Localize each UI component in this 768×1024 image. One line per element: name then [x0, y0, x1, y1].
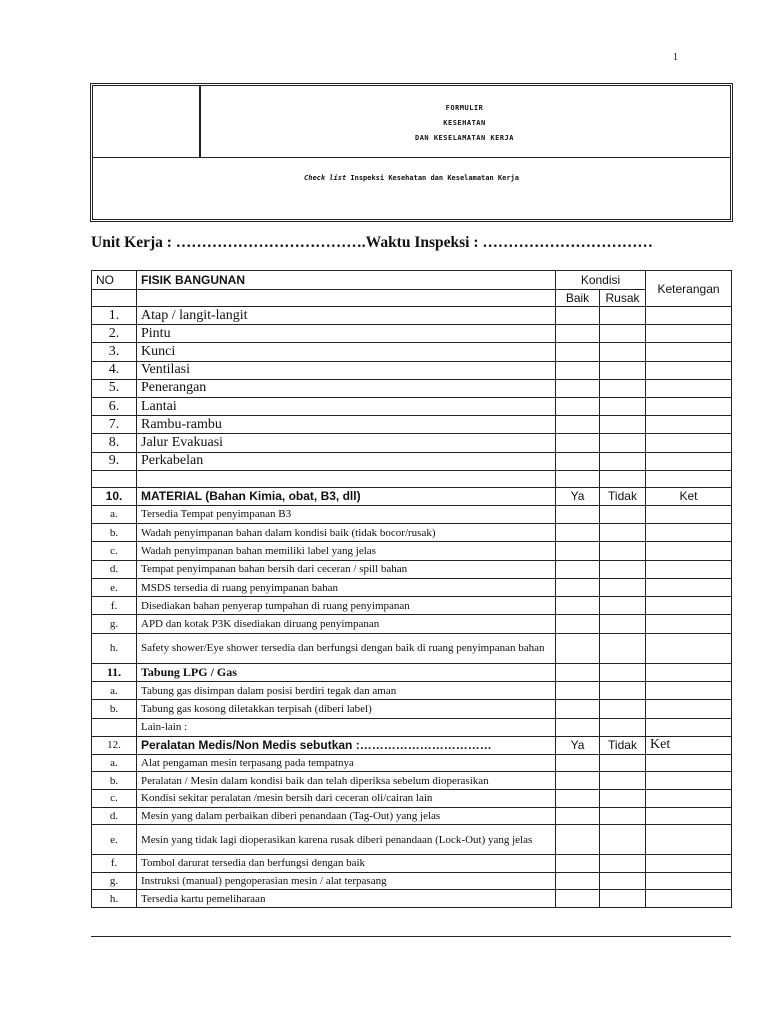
- item-label: Tersedia kartu pemeliharaan: [137, 890, 556, 908]
- tidak-cell[interactable]: [600, 789, 646, 807]
- baik-cell[interactable]: [556, 416, 600, 434]
- item-label: Tombol darurat tersedia dan berfungsi dengan baik: [137, 855, 556, 873]
- empty-cell: [92, 718, 137, 736]
- item-label: Ventilasi: [137, 361, 556, 379]
- item-letter: e.: [92, 825, 137, 855]
- keterangan-cell[interactable]: [646, 343, 732, 361]
- col-kondisi-header: Kondisi: [556, 271, 646, 290]
- rusak-cell[interactable]: [600, 434, 646, 452]
- tidak-cell[interactable]: [600, 700, 646, 719]
- item-label: Safety shower/Eye shower tersedia dan berfungsi dengan baik di ruang penyimpanan bahan: [137, 633, 556, 663]
- material-row: [92, 578, 732, 596]
- item-number: 6.: [92, 397, 137, 415]
- fisik-row: [92, 397, 732, 415]
- ket-cell[interactable]: [646, 718, 732, 736]
- ya-cell[interactable]: [556, 681, 600, 700]
- ya-cell[interactable]: [556, 772, 600, 790]
- baik-cell[interactable]: [556, 325, 600, 343]
- ket-cell[interactable]: [646, 560, 732, 578]
- item-label: Peralatan / Mesin dalam kondisi baik dan telah diperiksa sebelum dioperasikan: [137, 772, 556, 790]
- tidak-cell[interactable]: [600, 825, 646, 855]
- peralatan-row: [92, 872, 732, 890]
- ya-cell[interactable]: [556, 718, 600, 736]
- section-10-header-row: [92, 487, 732, 505]
- form-header: [90, 83, 733, 222]
- title-line-3: DAN KESELAMATAN KERJA: [414, 134, 514, 142]
- ya-cell[interactable]: [556, 855, 600, 873]
- rusak-cell[interactable]: [600, 343, 646, 361]
- ket-cell[interactable]: [646, 578, 732, 596]
- title-line-1: FORMULIR: [445, 104, 484, 112]
- fisik-row: [92, 307, 732, 325]
- rusak-cell[interactable]: [600, 397, 646, 415]
- ya-cell[interactable]: [556, 754, 600, 772]
- material-row: [92, 597, 732, 615]
- item-label: Atap / langit-langit: [137, 307, 556, 325]
- ket-cell[interactable]: [646, 523, 732, 541]
- col-keterangan-header: Keterangan: [646, 271, 732, 307]
- item-letter: h.: [92, 890, 137, 908]
- tidak-cell[interactable]: [600, 807, 646, 825]
- empty-cell: [556, 470, 600, 487]
- item-label: Rambu-rambu: [137, 416, 556, 434]
- ket-cell[interactable]: [646, 615, 732, 633]
- baik-cell[interactable]: [556, 434, 600, 452]
- material-row: [92, 615, 732, 633]
- section-12-header-row: [92, 736, 732, 754]
- peralatan-row: [92, 890, 732, 908]
- item-letter: d.: [92, 560, 137, 578]
- rusak-cell[interactable]: [600, 307, 646, 325]
- item-label: Alat pengaman mesin terpasang pada tempatnya: [137, 754, 556, 772]
- ya-cell[interactable]: [556, 523, 600, 541]
- fisik-row: [92, 434, 732, 452]
- ya-cell[interactable]: [556, 789, 600, 807]
- subtitle-italic: Check list: [304, 174, 347, 182]
- empty-cell: [92, 290, 137, 307]
- tidak-cell[interactable]: [600, 754, 646, 772]
- material-row: [92, 560, 732, 578]
- section-number: 12.: [92, 736, 137, 754]
- form-title: [199, 101, 730, 146]
- keterangan-cell[interactable]: [646, 452, 732, 470]
- ket-cell[interactable]: [646, 700, 732, 719]
- item-label: Pintu: [137, 325, 556, 343]
- lpg-other-row: [92, 718, 732, 736]
- item-label: Mesin yang dalam perbaikan diberi penandaan (Tag-Out) yang jelas: [137, 807, 556, 825]
- ya-cell[interactable]: [556, 663, 600, 681]
- col-tidak-header: Tidak: [600, 487, 646, 505]
- ket-cell[interactable]: [646, 681, 732, 700]
- col-ket-header: Ket: [646, 487, 732, 505]
- lpg-row: [92, 700, 732, 719]
- section-number: 10.: [92, 487, 137, 505]
- ya-cell[interactable]: [556, 578, 600, 596]
- tidak-cell[interactable]: [600, 718, 646, 736]
- fisik-row: [92, 452, 732, 470]
- ya-cell[interactable]: [556, 872, 600, 890]
- peralatan-row: [92, 754, 732, 772]
- baik-cell[interactable]: [556, 452, 600, 470]
- keterangan-cell[interactable]: [646, 434, 732, 452]
- item-label: Instruksi (manual) pengoperasian mesin / alat terpasang: [137, 872, 556, 890]
- col-fisik-header: FISIK BANGUNAN: [137, 271, 556, 290]
- item-number: 7.: [92, 416, 137, 434]
- item-label: Mesin yang tidak lagi dioperasikan karena rusak diberi penandaan (Lock-Out) yang jelas: [137, 825, 556, 855]
- peralatan-row: [92, 807, 732, 825]
- tidak-cell[interactable]: [600, 597, 646, 615]
- ket-cell[interactable]: [646, 807, 732, 825]
- rusak-cell[interactable]: [600, 452, 646, 470]
- header-top-row: [93, 86, 730, 158]
- fisik-row: [92, 325, 732, 343]
- ya-cell[interactable]: [556, 807, 600, 825]
- item-label: MSDS tersedia di ruang penyimpanan bahan: [137, 578, 556, 596]
- ya-cell[interactable]: [556, 615, 600, 633]
- ket-cell[interactable]: [646, 633, 732, 663]
- bottom-rule: [91, 936, 731, 937]
- item-label: Jalur Evakuasi: [137, 434, 556, 452]
- item-label: Wadah penyimpanan bahan dalam kondisi baik (tidak bocor/rusak): [137, 523, 556, 541]
- ya-cell[interactable]: [556, 505, 600, 523]
- item-letter: f.: [92, 855, 137, 873]
- item-label: Disediakan bahan penyerap tumpahan di ruang penyimpanan: [137, 597, 556, 615]
- item-label: Kondisi sekitar peralatan /mesin bersih dari ceceran oli/cairan lain: [137, 789, 556, 807]
- tidak-cell[interactable]: [600, 681, 646, 700]
- ya-cell[interactable]: [556, 633, 600, 663]
- tidak-cell[interactable]: [600, 523, 646, 541]
- item-label: Kunci: [137, 343, 556, 361]
- keterangan-cell[interactable]: [646, 325, 732, 343]
- empty-cell: [92, 470, 137, 487]
- tidak-cell[interactable]: [600, 855, 646, 873]
- subtitle-rest: Inspeksi Kesehatan dan Keselamatan Kerja: [346, 174, 519, 182]
- material-row: [92, 505, 732, 523]
- empty-cell: [137, 470, 556, 487]
- item-number: 3.: [92, 343, 137, 361]
- material-row: [92, 542, 732, 560]
- ket-cell[interactable]: [646, 825, 732, 855]
- col-baik-header: Baik: [556, 290, 600, 307]
- ket-cell[interactable]: [646, 754, 732, 772]
- tidak-cell[interactable]: [600, 772, 646, 790]
- item-letter: a.: [92, 681, 137, 700]
- section-number: 11.: [92, 663, 137, 681]
- title-line-2: KESEHATAN: [443, 119, 486, 127]
- item-label: Tempat penyimpanan bahan bersih dari ceceran / spill bahan: [137, 560, 556, 578]
- material-row: [92, 633, 732, 663]
- tidak-cell[interactable]: [600, 663, 646, 681]
- item-label: Penerangan: [137, 379, 556, 397]
- ya-cell[interactable]: [556, 597, 600, 615]
- ya-cell[interactable]: [556, 700, 600, 719]
- ket-cell[interactable]: [646, 542, 732, 560]
- ket-cell[interactable]: [646, 789, 732, 807]
- ya-cell[interactable]: [556, 542, 600, 560]
- item-letter: h.: [92, 633, 137, 663]
- item-number: 1.: [92, 307, 137, 325]
- other-label: Lain-lain :: [137, 718, 556, 736]
- tidak-cell[interactable]: [600, 560, 646, 578]
- col-ya-header: Ya: [556, 736, 600, 754]
- peralatan-row: [92, 772, 732, 790]
- tidak-cell[interactable]: [600, 615, 646, 633]
- rusak-cell[interactable]: [600, 416, 646, 434]
- fisik-row: [92, 343, 732, 361]
- item-letter: c.: [92, 789, 137, 807]
- item-letter: d.: [92, 807, 137, 825]
- baik-cell[interactable]: [556, 343, 600, 361]
- item-letter: e.: [92, 578, 137, 596]
- ya-cell[interactable]: [556, 560, 600, 578]
- page-number: 1: [673, 52, 678, 63]
- fisik-row: [92, 416, 732, 434]
- col-ket-header: Ket: [646, 736, 732, 754]
- peralatan-row: [92, 789, 732, 807]
- ya-cell[interactable]: [556, 825, 600, 855]
- item-label: APD dan kotak P3K disediakan diruang penyimpanan: [137, 615, 556, 633]
- table-subheader-row: [92, 290, 732, 307]
- checklist-table: [91, 270, 732, 908]
- keterangan-cell[interactable]: [646, 397, 732, 415]
- item-letter: f.: [92, 597, 137, 615]
- item-label: Tersedia Tempat penyimpanan B3: [137, 505, 556, 523]
- fisik-row: [92, 379, 732, 397]
- item-letter: a.: [92, 754, 137, 772]
- item-label: Tabung gas kosong diletakkan terpisah (diberi label): [137, 700, 556, 719]
- item-letter: a.: [92, 505, 137, 523]
- peralatan-row: [92, 855, 732, 873]
- blank-row: [92, 470, 732, 487]
- ket-cell[interactable]: [646, 872, 732, 890]
- rusak-cell[interactable]: [600, 379, 646, 397]
- peralatan-row: [92, 825, 732, 855]
- fisik-row: [92, 361, 732, 379]
- ket-cell[interactable]: [646, 663, 732, 681]
- tidak-cell[interactable]: [600, 872, 646, 890]
- col-tidak-header: Tidak: [600, 736, 646, 754]
- item-number: 9.: [92, 452, 137, 470]
- section-title: Peralatan Medis/Non Medis sebutkan :……………………………: [137, 736, 556, 754]
- logo-cell: [93, 86, 201, 157]
- col-rusak-header: Rusak: [600, 290, 646, 307]
- rusak-cell[interactable]: [600, 361, 646, 379]
- col-no-header: NO: [92, 271, 137, 290]
- section-11-header-row: [92, 663, 732, 681]
- keterangan-cell[interactable]: [646, 379, 732, 397]
- tidak-cell[interactable]: [600, 578, 646, 596]
- item-letter: g.: [92, 872, 137, 890]
- empty-cell: [600, 470, 646, 487]
- keterangan-cell[interactable]: [646, 307, 732, 325]
- rusak-cell[interactable]: [600, 325, 646, 343]
- item-number: 2.: [92, 325, 137, 343]
- baik-cell[interactable]: [556, 361, 600, 379]
- item-number: 8.: [92, 434, 137, 452]
- item-letter: g.: [92, 615, 137, 633]
- form-subtitle: [93, 174, 730, 182]
- tidak-cell[interactable]: [600, 633, 646, 663]
- item-letter: b.: [92, 772, 137, 790]
- ket-cell[interactable]: [646, 505, 732, 523]
- ket-cell[interactable]: [646, 855, 732, 873]
- section-title: MATERIAL (Bahan Kimia, obat, B3, dll): [137, 487, 556, 505]
- material-row: [92, 523, 732, 541]
- ya-cell[interactable]: [556, 890, 600, 908]
- tidak-cell[interactable]: [600, 542, 646, 560]
- col-ya-header: Ya: [556, 487, 600, 505]
- tidak-cell[interactable]: [600, 505, 646, 523]
- empty-cell: [137, 290, 556, 307]
- table-header-row: [92, 271, 732, 290]
- keterangan-cell[interactable]: [646, 361, 732, 379]
- baik-cell[interactable]: [556, 307, 600, 325]
- item-number: 5.: [92, 379, 137, 397]
- item-number: 4.: [92, 361, 137, 379]
- item-letter: b.: [92, 523, 137, 541]
- tidak-cell[interactable]: [600, 890, 646, 908]
- lpg-row: [92, 681, 732, 700]
- baik-cell[interactable]: [556, 379, 600, 397]
- item-label: Wadah penyimpanan bahan memiliki label yang jelas: [137, 542, 556, 560]
- baik-cell[interactable]: [556, 397, 600, 415]
- empty-cell: [646, 470, 732, 487]
- item-label: Lantai: [137, 397, 556, 415]
- ket-cell[interactable]: [646, 772, 732, 790]
- keterangan-cell[interactable]: [646, 416, 732, 434]
- ket-cell[interactable]: [646, 597, 732, 615]
- item-label: Tabung gas disimpan dalam posisi berdiri tegak dan aman: [137, 681, 556, 700]
- item-label: Perkabelan: [137, 452, 556, 470]
- item-letter: c.: [92, 542, 137, 560]
- item-letter: b.: [92, 700, 137, 719]
- unit-kerja-line: Unit Kerja : ……………………………….Waktu Inspeksi : ……………………………: [91, 234, 653, 251]
- ket-cell[interactable]: [646, 890, 732, 908]
- section-title: Tabung LPG / Gas: [137, 663, 556, 681]
